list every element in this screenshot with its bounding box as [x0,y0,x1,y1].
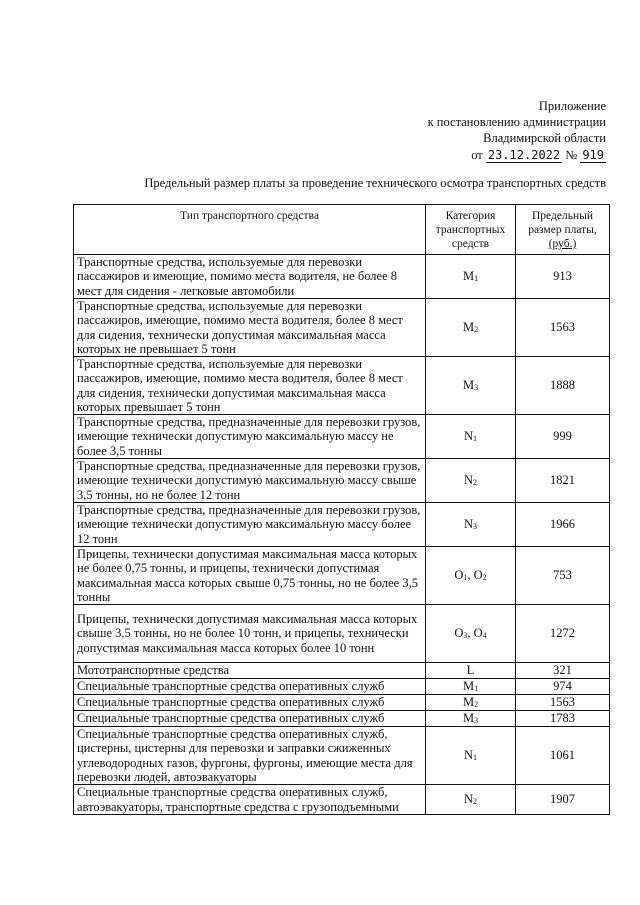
category-cat-letter: O [454,626,464,640]
header-type: Тип транспортного средства [74,205,426,255]
vehicle-category [426,459,516,503]
vehicle-category [426,727,516,785]
vehicle-category [426,663,516,679]
table-row [74,503,610,547]
fee-value: 1272 [516,605,610,663]
table-row [74,727,610,785]
category-cat-letter: L [466,663,475,677]
table-row [74,415,610,459]
date-number-line [428,147,606,163]
vehicle-category [426,255,516,299]
vehicle-type: Транспортные средства, используемые для перевозки пассажиров и имеющие, помимо места водителя, не более 8 мест для сидения - легковые автомобили [74,255,426,299]
header-fee-line1: Предельный размер платы, [528,210,597,236]
table-row [74,785,610,815]
table-row [74,357,610,415]
vehicle-type: Специальные транспортные средства оперативных служб [74,695,426,711]
vehicle-type: Транспортные средства, предназначенные для перевозки грузов, имеющие технически допустимую максимальную массу более 12 тонн [74,503,426,547]
fee-value: 1966 [516,503,610,547]
vehicle-category [426,547,516,605]
vehicle-type: Прицепы, технически допустимая максимальная масса которых не более 0,75 тонны, и прицепы, технически допустимая максимальная масса которых свыше 0,75 тонны, но не более 3,5 тонны [74,547,426,605]
table-row [74,459,610,503]
number-prefix: № [565,147,578,162]
vehicle-type: Транспортные средства, используемые для перевозки пассажиров, имеющие, помимо места водителя, более 8 мест для сидения, технически допустимая максимальная масса которых не превышает 5 тонн [74,299,426,357]
vehicle-category [426,711,516,727]
header-category: Категория транспортных средств [426,205,516,255]
resolution-number: 919 [582,147,604,162]
category-cat-letter: N [463,792,474,806]
category-cat-letter: N [463,748,474,762]
fee-value: 974 [516,679,610,695]
category-cat-index: 2 [474,325,479,334]
table-row [74,255,610,299]
category-cat-sep: , O [467,568,483,582]
category-cat-letter: O [454,568,464,582]
category-cat-index: 1 [474,684,479,693]
category-cat-letter: M [462,679,475,693]
category-cat-index2: 2 [482,573,487,582]
fee-value: 753 [516,547,610,605]
category-cat-letter: N [463,473,474,487]
date-prefix: от [471,147,483,162]
category-cat-index2: 4 [482,631,487,640]
category-cat-letter: M [462,320,475,334]
vehicle-type: Специальные транспортные средства оперативных служб, цистерны, цистерны для перевозки и заправки сжиженных углеводородных газов, фургоны, фургоны, имеющие места для перевозки людей, автоэвакуаторы [74,727,426,785]
vehicle-type: Транспортные средства, используемые для перевозки пассажиров, имеющие, помимо места водителя, более 8 мест для сидения, технически допустимая максимальная масса которых превышает 5 тонн [74,357,426,415]
category-cat-index: 1 [473,434,478,443]
resolution-line: к постановлению администрации [427,115,606,130]
fee-value: 1061 [516,727,610,785]
category-cat-index: 3 [473,522,478,531]
vehicle-type: Специальные транспортные средства оперативных служб, автоэвакуаторы, транспортные средства с грузоподъемными [74,785,426,815]
category-cat-letter: M [462,695,475,709]
table-header-row [74,205,610,255]
category-cat-letter: M [462,711,475,725]
fee-value: 1888 [516,357,610,415]
fee-value: 1783 [516,711,610,727]
region-line: Владимирской области [483,131,606,146]
vehicle-category [426,695,516,711]
table-row [74,547,610,605]
category-cat-index: 1 [463,573,468,582]
category-cat-index: 3 [474,716,479,725]
annex-block [428,98,606,163]
fee-value: 321 [516,663,610,679]
category-cat-sep: , O [467,626,483,640]
category-cat-index: 3 [463,631,468,640]
table-row [74,663,610,679]
vehicle-category [426,503,516,547]
category-cat-index: 2 [474,700,479,709]
header-fee-line2: (руб.) [548,238,577,250]
category-cat-letter: M [462,378,475,392]
category-cat-index: 2 [473,478,478,487]
vehicle-type: Транспортные средства, предназначенные для перевозки грузов, имеющие технически допустимую максимальную массу не более 3,5 тонны [74,415,426,459]
table-row [74,695,610,711]
table-row [74,299,610,357]
vehicle-category [426,605,516,663]
table-row [74,711,610,727]
fee-value: 999 [516,415,610,459]
fee-value: 1907 [516,785,610,815]
vehicle-category [426,299,516,357]
vehicle-category [426,785,516,815]
vehicle-type: Транспортные средства, предназначенные для перевозки грузов, имеющие технически допустимую максимальную массу свыше 3,5 тонны, но не более 12 тонн [74,459,426,503]
fee-value: 1563 [516,695,610,711]
vehicle-category [426,679,516,695]
annex-label: Приложение [538,99,606,113]
fee-table [73,204,610,815]
category-cat-letter: M [462,269,475,283]
vehicle-type: Специальные транспортные средства оперативных служб [74,679,426,695]
fee-value: 1563 [516,299,610,357]
vehicle-type: Специальные транспортные средства оперативных служб [74,711,426,727]
vehicle-category [426,415,516,459]
category-cat-index: 3 [474,383,479,392]
vehicle-type: Прицепы, технически допустимая максимальная масса которых свыше 3,5 тонны, но не более 10 тонн, и прицепы, технически допустимая максимальная масса которых более 10 тонн [74,605,426,663]
fee-value: 1821 [516,459,610,503]
table-row [74,679,610,695]
vehicle-category [426,357,516,415]
resolution-date: 23.12.2022 [487,147,561,162]
table-row [74,605,610,663]
category-cat-index: 1 [474,274,479,283]
document-title: Предельный размер платы за проведение технического осмотра транспортных средств [144,176,606,190]
category-cat-index: 1 [473,753,478,762]
fee-value: 913 [516,255,610,299]
category-cat-letter: N [463,517,474,531]
vehicle-type: Мототранспортные средства [74,663,426,679]
category-cat-index: 2 [473,797,478,806]
category-cat-letter: N [463,429,474,443]
header-fee [516,205,610,255]
